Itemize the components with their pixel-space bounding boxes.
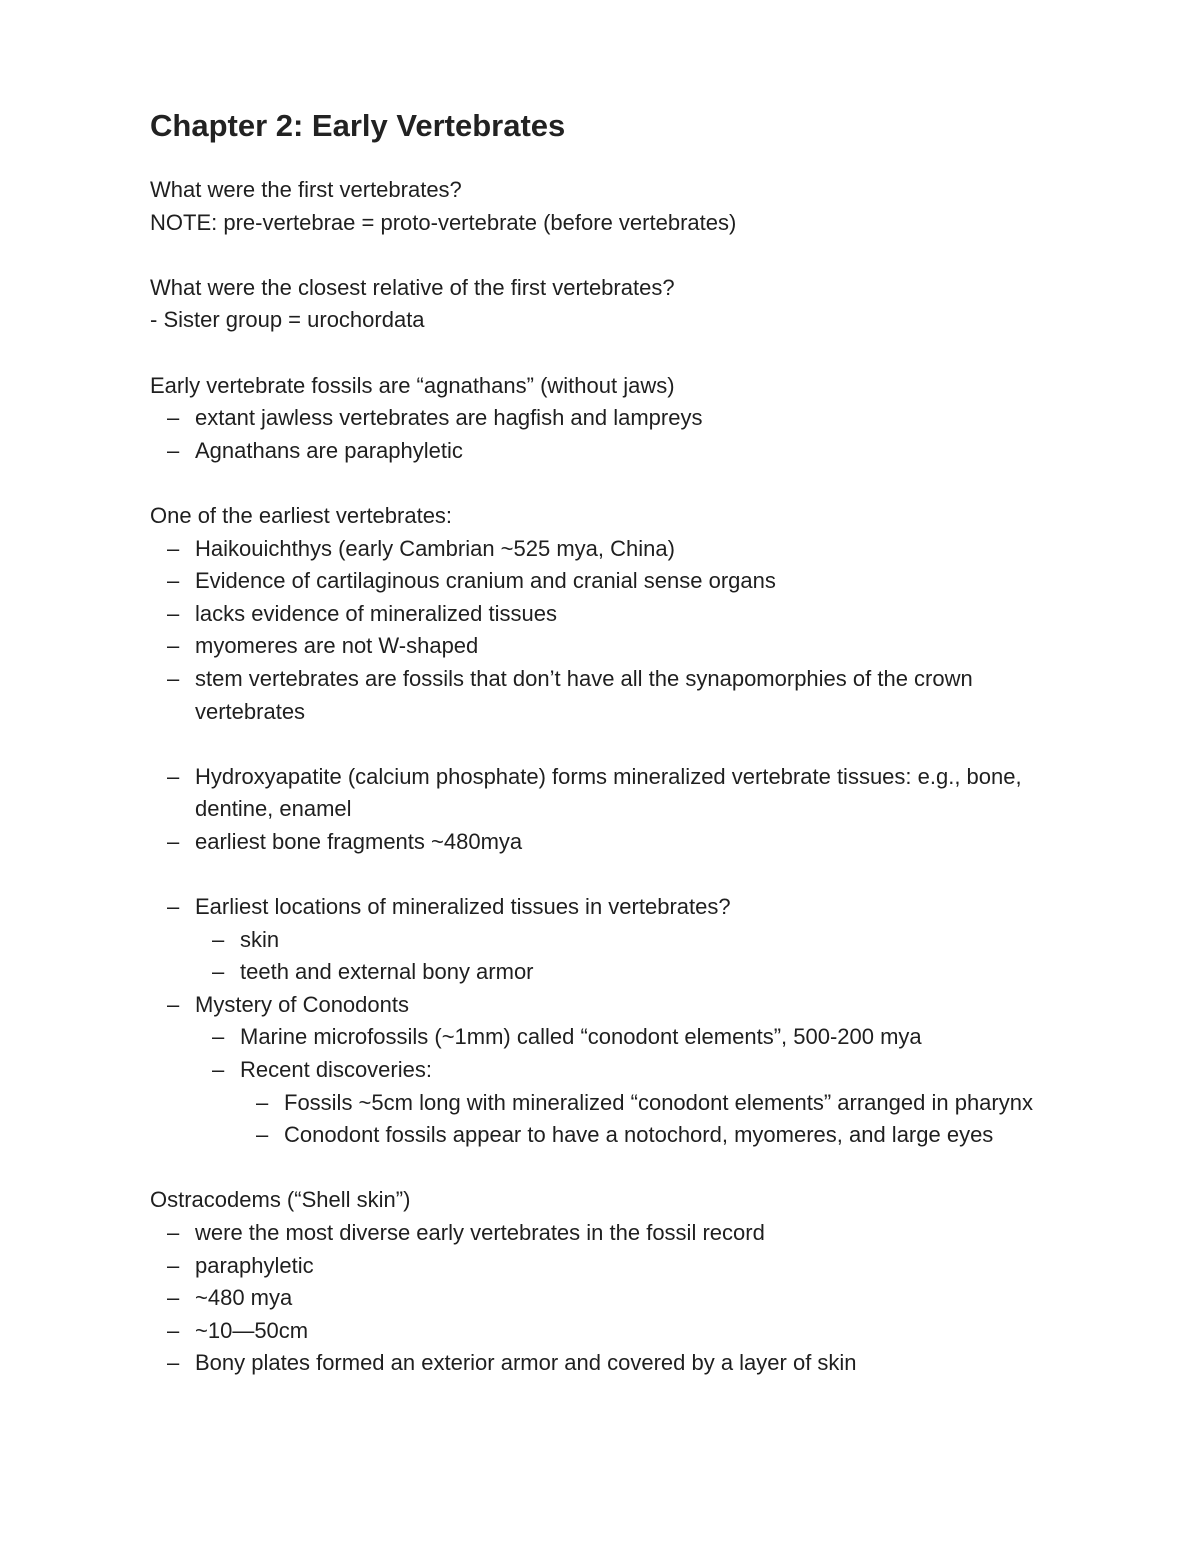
dash-bullet-icon: – bbox=[256, 1089, 269, 1115]
bullet-text: ~480 mya bbox=[195, 1285, 293, 1311]
dash-bullet-icon: – bbox=[167, 405, 180, 431]
bullet-text: teeth and external bony armor bbox=[240, 959, 534, 985]
bullet-text: lacks evidence of mineralized tissues bbox=[195, 600, 557, 626]
dash-bullet-icon: – bbox=[167, 1285, 180, 1311]
bullet-item-level-1 bbox=[167, 630, 1050, 663]
dash-bullet-icon: – bbox=[256, 1122, 269, 1148]
bullet-item-level-1 bbox=[167, 598, 1050, 631]
bullet-item-level-2 bbox=[212, 1021, 1050, 1054]
notes-body bbox=[150, 174, 1050, 1380]
bullet-item-level-2 bbox=[212, 1054, 1050, 1087]
blank-line bbox=[150, 239, 1050, 272]
bullet-text: Conodont fossils appear to have a notochord, myomeres, and large eyes bbox=[284, 1122, 994, 1148]
blank-line bbox=[150, 337, 1050, 370]
dash-bullet-icon: – bbox=[212, 926, 225, 952]
dash-bullet-icon: – bbox=[167, 894, 180, 920]
blank-line bbox=[150, 1152, 1050, 1185]
bullet-item-level-1 bbox=[167, 1315, 1050, 1348]
bullet-text: Earliest locations of mineralized tissues in vertebrates? bbox=[195, 894, 731, 920]
dash-bullet-icon: – bbox=[167, 991, 180, 1017]
dash-bullet-icon: – bbox=[167, 665, 180, 691]
dash-bullet-icon: – bbox=[167, 1350, 180, 1376]
bullet-item-level-1 bbox=[167, 402, 1050, 435]
text-line: What were the first vertebrates? bbox=[150, 177, 462, 202]
text-line: Ostracodems (“Shell skin”) bbox=[150, 1187, 411, 1213]
document-page bbox=[150, 104, 1050, 1380]
bullet-item-level-1 bbox=[167, 1250, 1050, 1283]
dash-bullet-icon: – bbox=[167, 437, 180, 463]
bullet-item-level-3 bbox=[256, 1119, 1050, 1152]
dash-bullet-icon: – bbox=[167, 535, 180, 561]
bullet-item-level-2 bbox=[212, 956, 1050, 989]
bullet-text: extant jawless vertebrates are hagfish and lampreys bbox=[195, 405, 703, 431]
bullet-item-level-1 bbox=[167, 989, 1050, 1022]
text-line: One of the earliest vertebrates: bbox=[150, 502, 453, 528]
bullet-text: Recent discoveries: bbox=[240, 1057, 432, 1083]
bullet-text: Agnathans are paraphyletic bbox=[195, 437, 463, 463]
bullet-text: paraphyletic bbox=[195, 1252, 314, 1278]
bullet-item-level-1 bbox=[167, 1282, 1050, 1315]
bullet-text: stem vertebrates are fossils that don’t have all the synapomorphies of the crown vertebrates bbox=[195, 665, 973, 724]
text-line: - Sister group = urochordata bbox=[150, 307, 425, 333]
bullet-item-level-1 bbox=[167, 826, 1050, 859]
bullet-item-level-1 bbox=[167, 663, 1050, 728]
bullet-item-level-1 bbox=[167, 1347, 1050, 1380]
bullet-item-level-3 bbox=[256, 1087, 1050, 1120]
dash-bullet-icon: – bbox=[212, 959, 225, 985]
dash-bullet-icon: – bbox=[212, 1024, 225, 1050]
bullet-item-level-2 bbox=[212, 924, 1050, 957]
dash-bullet-icon: – bbox=[167, 763, 180, 789]
dash-bullet-icon: – bbox=[167, 1220, 180, 1245]
bullet-item-level-1 bbox=[167, 533, 1050, 566]
bullet-text: Mystery of Conodonts bbox=[195, 991, 409, 1017]
bullet-text: Fossils ~5cm long with mineralized “conodont elements” arranged in pharynx bbox=[284, 1089, 1033, 1115]
dash-bullet-icon: – bbox=[167, 633, 180, 659]
bullet-text: Haikouichthys (early Cambrian ~525 mya, China) bbox=[195, 535, 675, 561]
bullet-text: Evidence of cartilaginous cranium and cranial sense organs bbox=[195, 568, 776, 594]
dash-bullet-icon: – bbox=[167, 1317, 180, 1343]
text-line: NOTE: pre-vertebrae = proto-vertebrate (before vertebrates) bbox=[150, 209, 737, 235]
bullet-item-level-1 bbox=[167, 891, 1050, 924]
dash-bullet-icon: – bbox=[167, 828, 180, 854]
text-line: What were the closest relative of the first vertebrates? bbox=[150, 274, 675, 300]
bullet-text: were the most diverse early vertebrates in the fossil record bbox=[195, 1220, 765, 1245]
bullet-item-level-1 bbox=[167, 565, 1050, 598]
blank-line bbox=[150, 858, 1050, 891]
chapter-title: Chapter 2: Early Vertebrates bbox=[150, 108, 566, 143]
bullet-text: Hydroxyapatite (calcium phosphate) forms mineralized vertebrate tissues: e.g., bone, dentine, enamel bbox=[195, 763, 1022, 822]
bullet-text: Bony plates formed an exterior armor and covered by a layer of skin bbox=[195, 1350, 857, 1376]
dash-bullet-icon: – bbox=[167, 600, 180, 626]
bullet-item-level-1 bbox=[167, 761, 1050, 826]
bullet-item-level-1 bbox=[167, 1217, 1050, 1250]
dash-bullet-icon: – bbox=[167, 568, 180, 594]
blank-line bbox=[150, 467, 1050, 500]
dash-bullet-icon: – bbox=[212, 1057, 225, 1083]
bullet-text: skin bbox=[240, 926, 280, 952]
bullet-item-level-1 bbox=[167, 435, 1050, 468]
blank-line bbox=[150, 728, 1050, 761]
bullet-text: earliest bone fragments ~480mya bbox=[195, 828, 523, 854]
bullet-text: Marine microfossils (~1mm) called “conodont elements”, 500-200 mya bbox=[240, 1024, 922, 1050]
dash-bullet-icon: – bbox=[167, 1252, 180, 1278]
bullet-text: myomeres are not W-shaped bbox=[195, 633, 479, 659]
text-line: Early vertebrate fossils are “agnathans” (without jaws) bbox=[150, 372, 675, 398]
bullet-text: ~10—50cm bbox=[195, 1317, 309, 1343]
